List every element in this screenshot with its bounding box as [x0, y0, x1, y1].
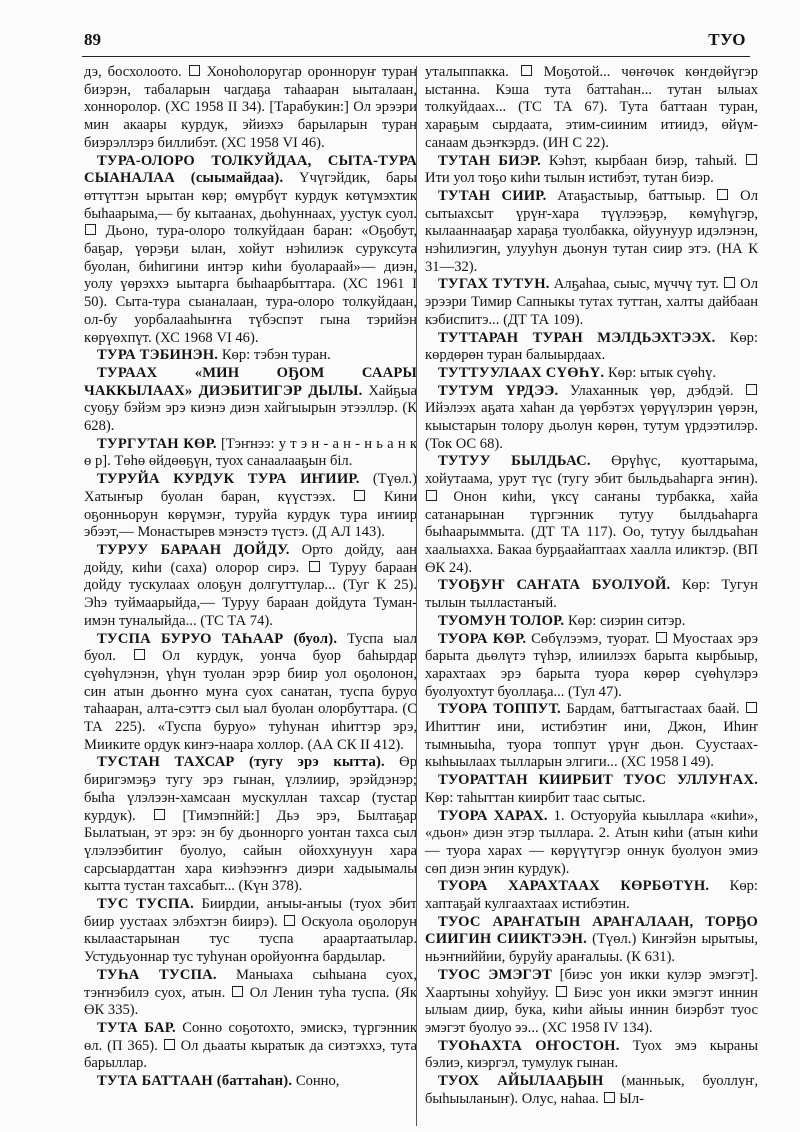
dictionary-entry [425, 383, 758, 454]
entry-definition: Көр: ытык сүөһү. [607, 364, 717, 381]
entry-headword: ТУРГУТАН КӨР. [97, 435, 217, 452]
running-head: ТУО [708, 30, 746, 49]
dictionary-entry [425, 808, 758, 879]
example-marker-icon [85, 224, 96, 235]
entry-definition: Туспа ыал буол. Ол курдук, уонча буор баһырдар сүөһүлэнэн, үһүн туолан эрэр биир уол оҕолонон, син атын дьоҥҥо муҥа суох санатан, туспа буруо таһааран, алта-сэттэ сыл ыал буолан олорбуттара. (С ТА 225). «Туспа буруо» туһунан иһиттэр эрэ, Мииките ордук киҥэ-наара холлор. (АА СК II 412). [84, 630, 417, 753]
dictionary-entry [425, 701, 758, 772]
entry-headword: ТУОМУН ТОЛОР. [438, 612, 565, 629]
dictionary-entry [84, 436, 417, 471]
entry-headword: ТУСПА БУРУО ТАҺААР (буол). [97, 630, 338, 647]
dictionary-entry [84, 153, 417, 348]
dictionary-entry [84, 471, 417, 542]
dictionary-entry [425, 878, 758, 913]
dictionary-entry [425, 1073, 758, 1108]
dictionary-entry [84, 365, 417, 436]
entry-headword: ТУТТУУЛААХ СҮӨҺҮ. [438, 364, 605, 381]
entry-definition: дэ, босхолоото. Хоноһолоругар оронноруҥ туран биэрэн, табаларын чагдаҕа таһааран ыыталаан, хонноролор. (ХС 1958 II 34). [Тарабукин:] Ол эрээри мин акаары курдук, эйиэхэ барыларын туран биэрэллэрэ биллибэт. (ХС 1958 VI 46). [84, 64, 417, 151]
dictionary-entry [425, 365, 758, 383]
example-marker-icon [746, 384, 757, 395]
entry-headword: ТУТАН СИИР. [438, 187, 547, 204]
dictionary-entry [425, 613, 758, 631]
column-divider [416, 66, 417, 1126]
entry-definition: Өрүһүс, куоттарыма, хойутаама, урут түс (тугу эбит быльдьаһарга эҥин). Онон киһи, үксү саҥаны турбакка, хайа сатанарынан түргэнник тутуу былдьаһарга быһаарыммыта. (ДТ ТА 117). Оо, тутуу былдьаһан хаалыахха. Бакаа бурҕаайаптаах хаалла иликтэр. (ВП ӨК 24). [425, 453, 758, 576]
entry-definition: Көр: көрдөрөн туран балыырдаах. [425, 329, 758, 364]
page-number: 89 [84, 30, 101, 49]
dictionary-entry [425, 64, 758, 153]
dictionary-entry [425, 153, 758, 188]
entry-definition: Өр биригэмэҕэ тугу эрэ гынан, үлэлиир, эрэйдэнэр; быһа үлэлээн-хамсаан мускуллан тахсар (тустар курдук). [Тимэпнйй:] Дьэ эрэ, Былтаҕар Былатыан, эт эрэ: эн бу дьонноргo уонтан тахса сыл үлэлээбитиҥ буолуо, сайын ойоххунуун хара сарсыардаттан хара киэһээҥҥэ диэри хадыымалы кытта тустан тахсабыт... (Күн 378). [84, 754, 417, 895]
entry-definition: (манньык, буоллуҥ, быһыыланыҥ). Олус, наһаа. Ыл- [425, 1073, 758, 1107]
example-marker-icon [164, 1039, 175, 1050]
entry-definition: Көр: таһыттан киирбит таас сытыс. [425, 789, 646, 806]
dictionary-entry [425, 276, 758, 329]
entry-headword: ТУТТАРАН ТУРАН МЭЛДЬЭХТЭЭХ. [438, 329, 716, 346]
example-marker-icon [284, 915, 295, 926]
dictionary-entry [425, 967, 758, 1038]
header-rule [82, 56, 750, 57]
entry-definition: Атаҕастыыр, баттыыр. Ол сытыахсыт үрүҥ-хара түүлээҕэр, көмүһүгэр, кылааннааҕар хараҕа туолбакка, ойуунуур идэлэнэн, нэһилиэгин, улууһун дьонун тутан сиир этэ. (НА К 31—32). [425, 187, 758, 275]
example-marker-icon [354, 490, 365, 501]
entry-definition: (Түөл.) Киҥэйэн ырытыы, ньэҥниййии, буруйу араҥалыы. (К 631). [425, 931, 758, 966]
example-marker-icon [556, 986, 567, 997]
example-marker-icon [521, 65, 532, 76]
entry-headword: ТУОРА ТОППУТ. [438, 701, 561, 718]
dictionary-entry [425, 772, 758, 807]
entry-headword: ТУТА БАР. [97, 1019, 176, 1036]
dictionary-entry [84, 347, 417, 365]
entry-definition: Көр: тэбэн туран. [221, 347, 331, 364]
dictionary-entry [84, 1020, 417, 1073]
entry-headword: ТУРУУ БАРААН ДОЙДУ. [97, 541, 290, 558]
example-marker-icon [604, 1092, 615, 1103]
example-marker-icon [232, 986, 243, 997]
right-column [425, 64, 758, 1108]
example-marker-icon [724, 277, 735, 288]
dictionary-entry [84, 896, 417, 967]
example-marker-icon [426, 490, 437, 501]
entry-headword: ТУРУЙА КУРДУК ТУРА ИҤИИР. [97, 471, 360, 488]
entry-definition: Орто дойду, аан дойду, киһи (саха) олорор сирэ. Туруу бараан дойду тускулаах олоҕун долгуттулар... (Туг К 25). Эһэ туймаарыйда,— Туруу бараан дойдута Туман-имэн туналыйда... (ТС ТА 74). [84, 541, 417, 629]
entry-headword: ТУГАХ ТУТУН. [438, 276, 550, 293]
entry-definition: Үчүгэйдик, бары өттүттэн ырытан көр; өмүрбүт курдук көтүмэхтик быһаарыма,— бу кытаанах, дьоһуннаах, уустук суол. Дьоно, тура-олоро толкуйдаан баран: «Оҕобут, баҕар, үөрэҕи ылан, хойут нэһилиэк суруксута буолан, биһигини интэр киһи буолараай»— диэн, уолу үөрэххэ ыытарга быһаарбыттара. (ХС 1961 I 50). Сыта-тура сыаналаан, тура-олоро толкуйдаан, ол-бу уорбалааһыҥҥа түбэспэт гына тэрийэн көрүөхпүт. (ХС 1968 VI 46). [84, 170, 417, 346]
example-marker-icon [134, 649, 145, 660]
entry-headword: ТУТАН БИЭР. [438, 152, 542, 169]
entry-definition: [биэс уон икки кулэр эмэгэт]. Хаартыны хоһуйуу. Биэс уон икки эмэгэт иннин ылыам диир, бука, киһи айыы иннин биэрбэт туос эмэгэт буолуо ээ... (ХС 1958 IV 134). [425, 966, 758, 1036]
entry-definition: 1. Остуоруйа кыыллара «киһи», «дьон» диэн этэр тыллара. 2. Атын киһи (атын киһи — туора харах — көрүүтүгэр оннук буолуон эмиэ сөп диэн эҥин курдук). [425, 807, 759, 877]
entry-definition: Сонно, [295, 1073, 340, 1090]
entry-headword: ТУОРА ХАРАХ. [438, 807, 548, 824]
example-marker-icon [746, 702, 757, 713]
example-marker-icon [717, 189, 728, 200]
entry-headword: ТУОРА ХАРАХТААХ КӨРБӨТҮН. [438, 878, 710, 895]
entry-headword: ТУСТАН ТАХСАР (тугу эрэ кытта). [97, 754, 385, 771]
entry-headword: ТУОС ЭМЭГЭТ [438, 966, 553, 983]
entry-definition: Сөбүлээмэ, туорат. Муостаах эрэ барыта дьөлүтэ түһэр, илиилээх барыта кырбыыр, харахтаах эрэ барыта туора көрөр сүөһүлэрэ буолуохтут буоллаҕа... (Тул 47). [425, 630, 759, 700]
dictionary-entry [425, 1038, 758, 1073]
entry-definition: Көр: Тугун тылын тылластаҥый. [425, 577, 758, 612]
entry-definition: Улаханнык үөр, дэбдэй. Ийэлээх аҕата хаһан да үөрбэтэх үөрүүлэрин үөрэн, кыыстарын толору дьолун көрөн, тутум үрдээтилэр. (Ток ОС 68). [425, 382, 758, 452]
entry-headword: ТУОҺАХТА ОҤОСТОН. [438, 1037, 620, 1054]
dictionary-entry [84, 64, 417, 153]
example-marker-icon [746, 154, 757, 165]
entry-definition: Хайҕыа суоҕу бэйэм эрэ киэнэ диэн хайгыырын этээллэр. (К 628). [84, 382, 417, 435]
entry-definition: Туох эмэ кыраны бэлиэ, киэргэл, тумулук гынан. [425, 1037, 758, 1072]
entry-headword: ТУТУУ БЫЛДЬАС. [438, 453, 591, 470]
entry-headword: ТУОРА КӨР. [438, 630, 527, 647]
dictionary-entry [84, 631, 417, 755]
entry-definition: Маныаха сыһыана суох, тэҥнэбилэ суох, атын. Ол Ленин туһа туспа. (Як ӨК 335). [84, 966, 417, 1019]
entry-definition: [Тэҥнээ: у т э н - а н - н ь а н к ө р]. Төһө өйдөөҕүн, туох санаалааҕын біл. [84, 435, 417, 470]
dictionary-entry [425, 330, 758, 365]
entry-headword: ТУРААХ «МИН ОҔОМ СААРЫ ЧАККЫЛААХ» ДИЭБИТИГЭР ДЫЛЫ. [84, 364, 417, 399]
dictionary-entry [425, 577, 758, 612]
entry-headword: ТУОХ АЙЫЛААҔЫН [438, 1073, 604, 1090]
dictionary-entry [84, 754, 417, 896]
entry-headword: ТУРА ТЭБИНЭН. [97, 347, 219, 364]
dictionary-entry [425, 631, 758, 702]
entry-definition: Алҕаһаа, сыыс, мүччү тут. Ол эрээри Тимир Сапныкы тутах туттан, халты дайбаан кэбиспитэ... (ДТ ТА 109). [425, 276, 758, 328]
left-column [84, 64, 417, 1091]
entry-headword: ТУРА-ОЛОРО ТОЛКУЙДАА, СЫТА-ТУРА СЫАНАЛАА (сыымайдаа). [84, 152, 417, 187]
entry-headword: ТУОҔУҤ САҤАТА БУОЛУОЙ. [438, 577, 671, 594]
entry-headword: ТУҺА ТУСПА. [97, 966, 217, 983]
entry-definition: Сонно соҕотохто, эмискэ, түргэнник өл. (П 365). Ол дьааты кыратык да сиэтэххэ, тута барыллар. [84, 1019, 418, 1072]
entry-definition: Көр: сиэрин ситэр. [567, 612, 686, 629]
example-marker-icon [309, 561, 320, 572]
example-marker-icon [656, 632, 667, 643]
entry-definition: (Түөл.) Хатыҥыр буолан баран, күүстээх. Кини оҕонньорун көрүмэҥ, туруйа курдук тура иҥиир эбээт,— Монастырев мэнэстэ түстэ. (Д АЛ 143). [84, 471, 417, 541]
entry-definition: Биирдии, аҥыы-аҥыы (туох эбит биир уустаах элбэхтэн биирэ). Оскуола оҕолорун кылаастарынан тус туспа араартаатылар. Устудьуоннар тус туһунан оройуоҥҥа бардылар. [84, 896, 417, 966]
dictionary-entry [84, 1073, 417, 1091]
entry-headword: ТУТУМ ҮРДЭЭ. [438, 382, 559, 399]
example-marker-icon [154, 809, 165, 820]
dictionary-entry [425, 914, 758, 967]
dictionary-entry [425, 453, 758, 577]
dictionary-entry [84, 967, 417, 1020]
entry-definition: Кэһэт, кырбаан биэр, таһый. Ити уол тоҕо киһи тылын истибэт, тутан биэр. [425, 153, 758, 187]
entry-headword: ТУОРАТТАН КИИРБИТ ТУОС УЛЛУҤАХ. [438, 772, 758, 789]
entry-definition: Көр: хаптаҕай кулгаахтаах истибэтин. [425, 878, 758, 913]
entry-definition: Бардам, баттыгастаах баай. Иһиттиҥ ини, истибэтиҥ ини, Джон, Иһиҥ тымныыһа, туора топпут үрүҥ дьон. Суустаах-кыһыылаах тылларын элгиги... (ХС 1958 I 49). [425, 701, 758, 771]
entry-headword: ТУС ТУСПА. [97, 896, 194, 913]
entry-headword: ТУОС АРАҤАТЫН АРАҤАЛААН, ТОРҔО СИИГИН СИИКТЭЭН. [425, 913, 758, 948]
dictionary-entry [425, 188, 758, 277]
example-marker-icon [189, 65, 200, 76]
dictionary-entry [84, 542, 417, 631]
entry-definition: уталыппакка. Моҕотой... чөҥөчөк көҥдөйүгэр ыстанна. Кэша тута баттаһан... тутан ылыах толкуйдаах... (ТС ТА 67). Тута баттаан туран, хараҕым сырдаата, этим-сииним итиидэ, өйүм-санаам дьэҥкэрдэ. (ИН С 22). [425, 64, 758, 151]
entry-headword: ТУТА БАТТААН (баттаһан). [97, 1073, 293, 1090]
